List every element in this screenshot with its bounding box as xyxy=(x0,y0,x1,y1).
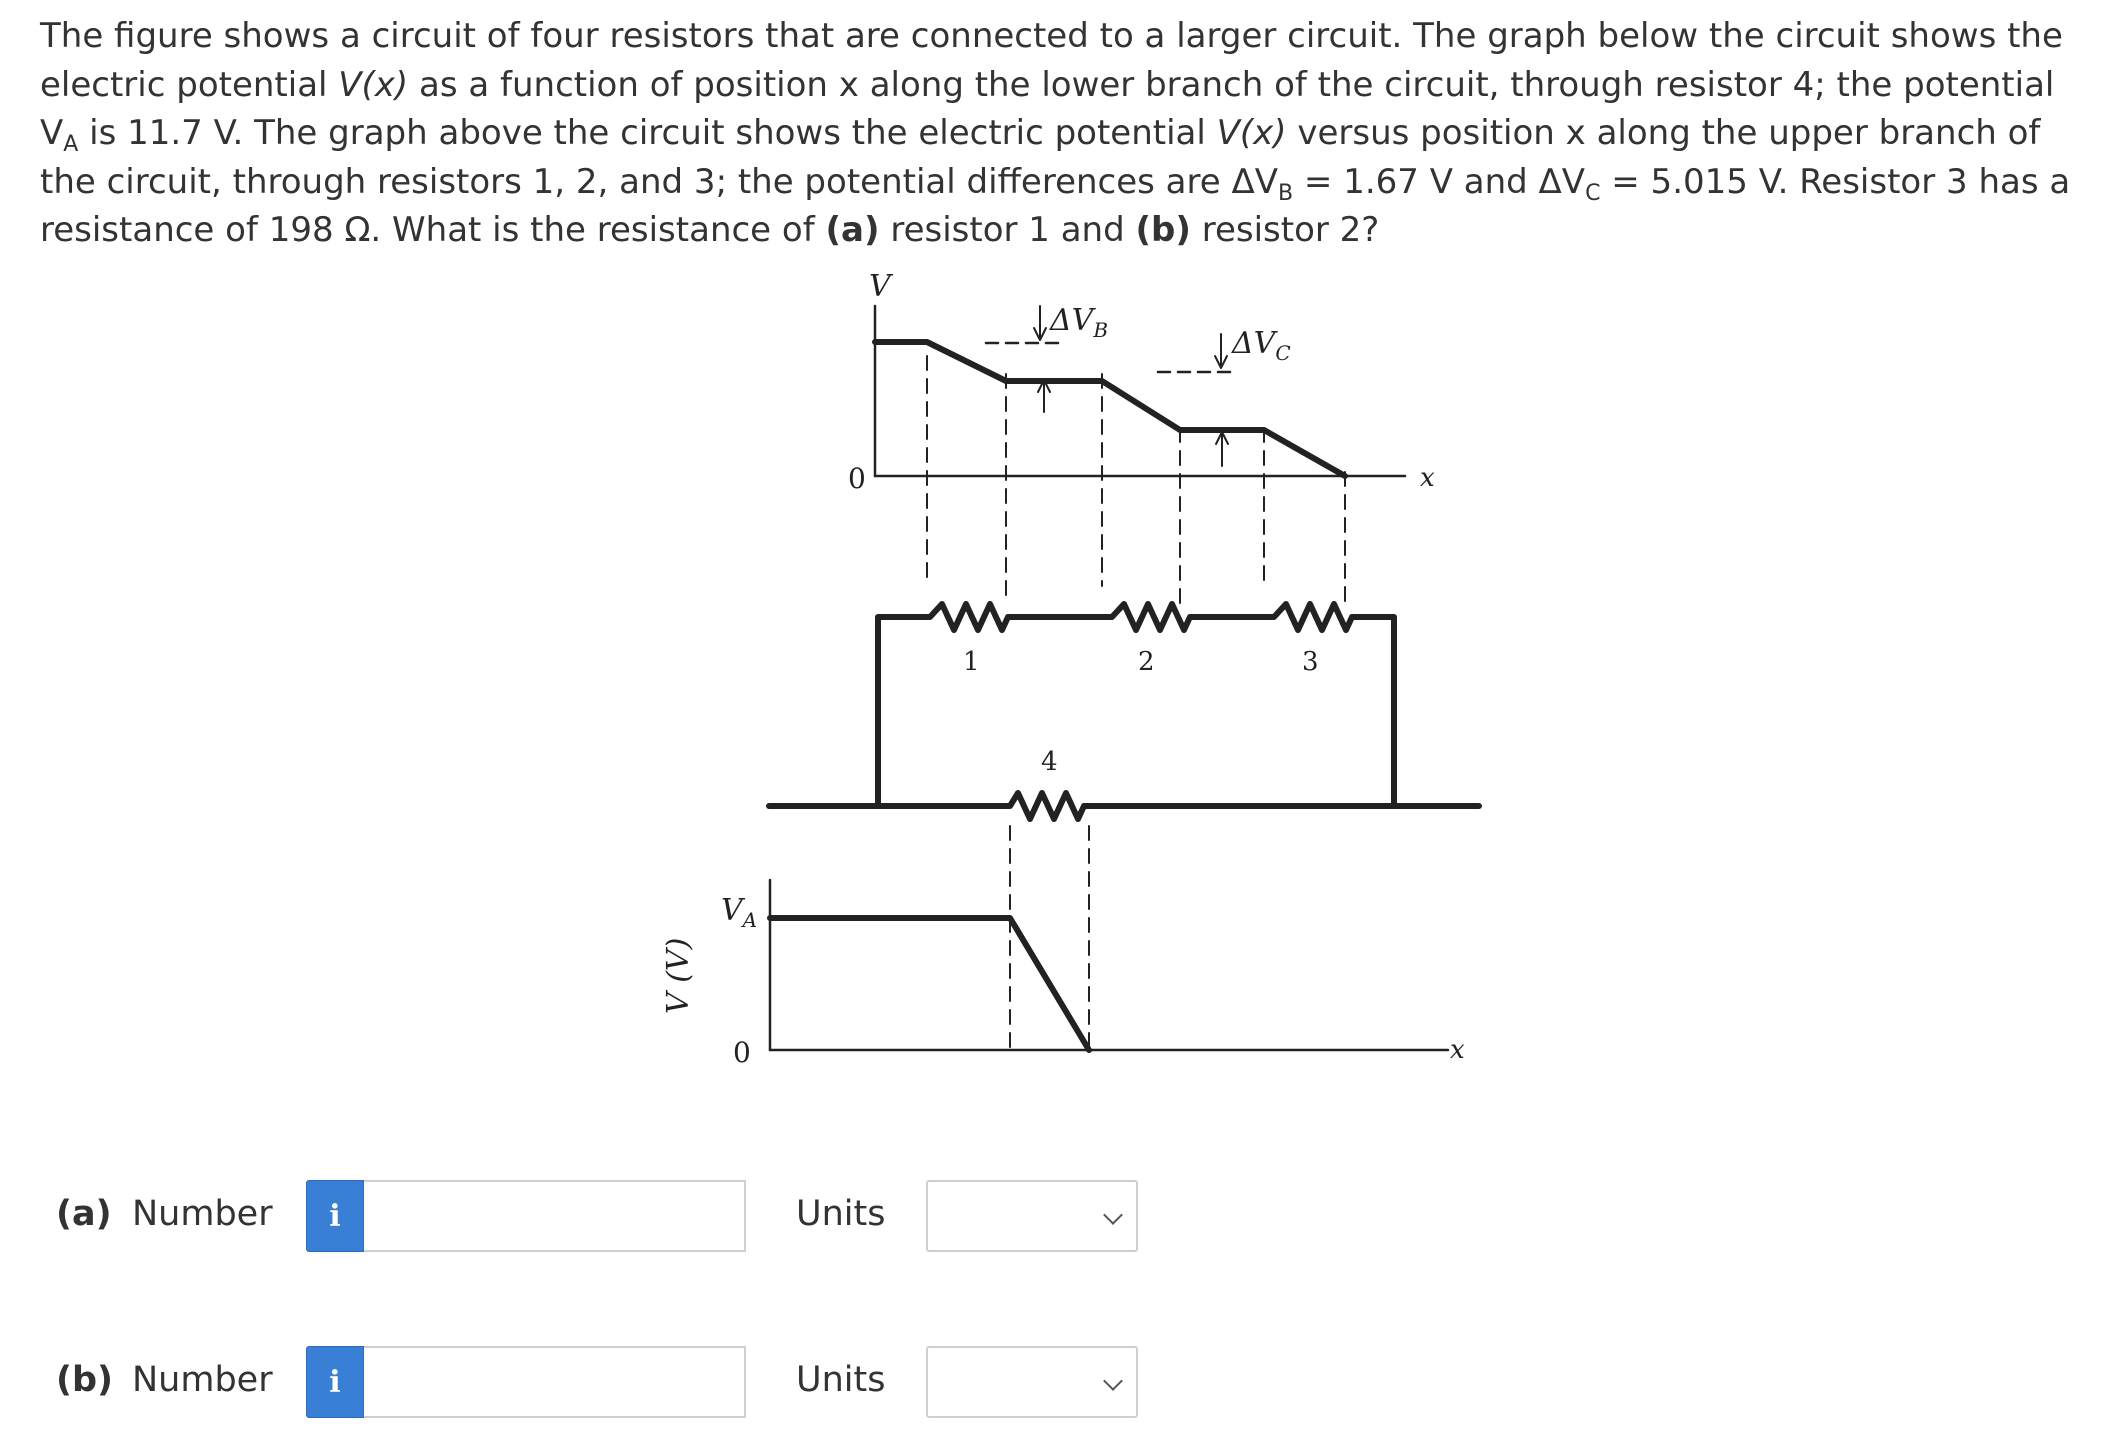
resistor-3-label: 3 xyxy=(1302,647,1319,677)
number-input-b[interactable] xyxy=(364,1346,746,1418)
dvc-label: $\Delta V_C$ xyxy=(1232,326,1291,365)
dvb-label: $\Delta V_B$ xyxy=(1050,303,1109,342)
lower-zero-label: 0 xyxy=(733,1036,751,1069)
chevron-down-icon xyxy=(1103,1205,1123,1225)
resistor-2-label: 2 xyxy=(1138,647,1155,677)
number-label: Number xyxy=(132,1194,273,1234)
resistor-1-label: 1 xyxy=(963,647,980,677)
lower-potential-curve xyxy=(770,918,1089,1050)
va-label: $V_A$ xyxy=(721,893,758,932)
upper-x-label: x xyxy=(1420,463,1435,493)
part-label: (a) xyxy=(56,1194,112,1234)
lower-x-label: x xyxy=(1450,1035,1465,1065)
units-label: Units xyxy=(796,1194,886,1234)
circuit-upper-branch xyxy=(878,604,1394,806)
number-label: Number xyxy=(132,1360,273,1400)
chevron-down-icon xyxy=(1103,1371,1123,1391)
number-input-a[interactable] xyxy=(364,1180,746,1252)
units-label: Units xyxy=(796,1360,886,1400)
part-label: (b) xyxy=(56,1360,114,1400)
question-text: The figure shows a circuit of four resistors that are connected to a larger circuit. The graph below the circuit shows the electric potential V(x) as a function of position x along the lower branch of the circuit, through resistor 4; the potential $V_A$ is 11.7 V. The graph above the circuit shows the electric potential V(x) versus position x along the upper branch of the circuit, through resistors 1, 2, and 3; the potential differences are $\Delta V_B = 1.67$ V and $\Delta V_C = 5.015$ V. Resistor 3 has a resistance of 198 Ω. What is the resistance of (a) resistor 1 and (b) resistor 2? xyxy=(40,16,2071,250)
upper-y-label: V xyxy=(869,269,891,304)
info-icon[interactable]: i xyxy=(306,1346,364,1418)
lower-y-axis-label: V (V) xyxy=(661,937,696,1014)
info-icon[interactable]: i xyxy=(306,1180,364,1252)
units-dropdown-b[interactable] xyxy=(926,1346,1138,1418)
upper-zero-label: 0 xyxy=(848,462,866,495)
units-dropdown-a[interactable] xyxy=(926,1180,1138,1252)
resistor-4-label: 4 xyxy=(1041,747,1058,777)
